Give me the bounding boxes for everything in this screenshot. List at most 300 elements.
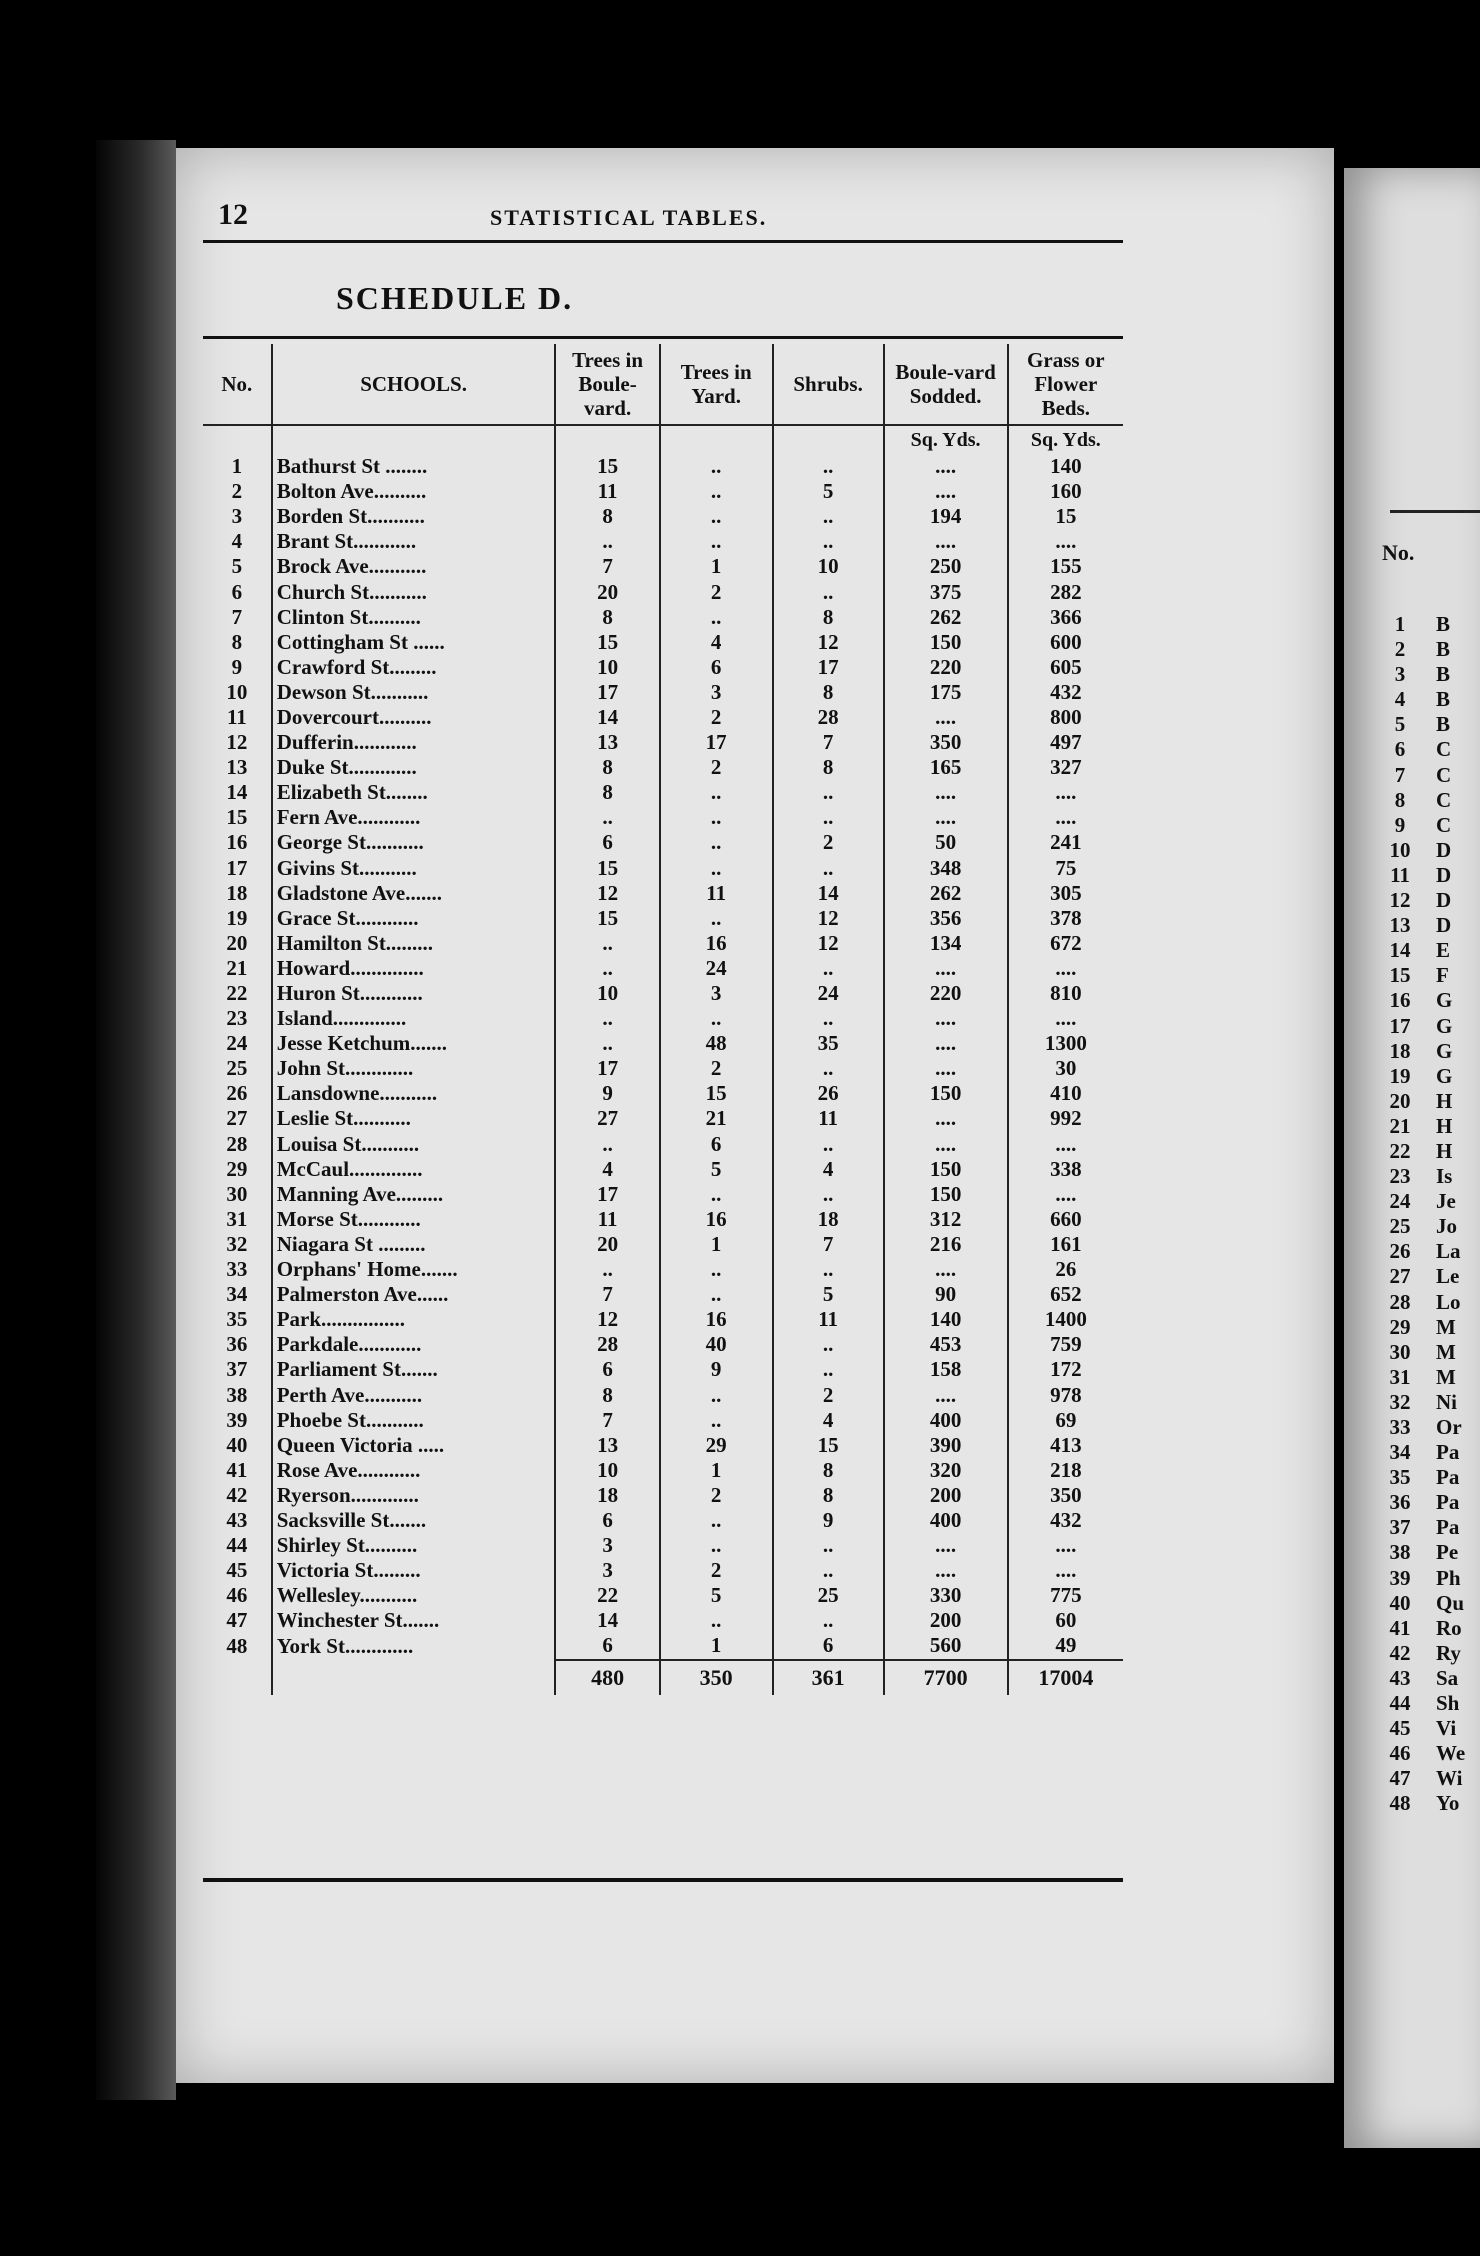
shrubs-cell: 10: [773, 554, 884, 579]
boulevard-sodded-cell: 390: [884, 1433, 1008, 1458]
adjacent-row-name: Lo: [1436, 1289, 1461, 1314]
school-name-cell: Shirley St..........: [272, 1533, 556, 1558]
row-number-cell: 37: [226, 1357, 248, 1382]
school-name-cell: John St.............: [272, 1056, 556, 1081]
school-name-cell: Victoria St.........: [272, 1558, 556, 1583]
trees-yard-cell: 17: [660, 730, 773, 755]
adjacent-row-name: B: [1436, 687, 1451, 712]
shrubs-cell: 18: [773, 1207, 884, 1232]
shrubs-cell: ..: [773, 1132, 884, 1157]
adjacent-row-name: C: [1436, 762, 1452, 787]
grass-beds-cell: 140: [1008, 454, 1123, 479]
shrubs-cell: 8: [773, 1458, 884, 1483]
adjacent-row: [1378, 1340, 1465, 1365]
school-name-cell: Duke St.............: [272, 755, 556, 780]
trees-boulevard-cell: 10: [555, 655, 659, 680]
boulevard-sodded-cell: 150: [884, 1182, 1008, 1207]
grass-beds-cell: 218: [1008, 1458, 1123, 1483]
trees-boulevard-cell: 8: [555, 755, 659, 780]
boulevard-sodded-cell: ....: [884, 1031, 1008, 1056]
school-name-cell: Manning Ave.........: [272, 1182, 556, 1207]
table-row: [203, 1357, 1123, 1382]
trees-boulevard-cell: 6: [555, 1633, 659, 1659]
trees-boulevard-cell: 17: [555, 1056, 659, 1081]
school-name-cell: Elizabeth St........: [272, 780, 556, 805]
trees-yard-cell: ..: [660, 1006, 773, 1031]
trees-boulevard-cell: 14: [555, 1608, 659, 1633]
adjacent-row-number: 41: [1389, 1615, 1411, 1640]
adjacent-row-number: 9: [1394, 812, 1406, 837]
trees-yard-cell: 21: [660, 1106, 773, 1131]
trees-boulevard-cell: 22: [555, 1583, 659, 1608]
adjacent-row: [1378, 1264, 1465, 1289]
shrubs-cell: ..: [773, 1006, 884, 1031]
boulevard-sodded-cell: 400: [884, 1408, 1008, 1433]
boulevard-sodded-cell: 134: [884, 931, 1008, 956]
row-number-cell: 24: [226, 1031, 248, 1056]
trees-boulevard-cell: 6: [555, 1508, 659, 1533]
units-cell: [555, 425, 659, 454]
trees-yard-cell: ..: [660, 780, 773, 805]
grass-beds-cell: 652: [1008, 1282, 1123, 1307]
table-row: [203, 780, 1123, 805]
adjacent-row: [1378, 763, 1465, 788]
school-name-cell: George St...........: [272, 830, 556, 855]
row-number-cell: 20: [226, 930, 248, 955]
adjacent-row-name: G: [1436, 1038, 1453, 1063]
boulevard-sodded-cell: 400: [884, 1508, 1008, 1533]
units-cell: [660, 425, 773, 454]
adjacent-row: [1378, 838, 1465, 863]
grass-beds-cell: 672: [1008, 931, 1123, 956]
adjacent-row-number: 40: [1389, 1590, 1411, 1615]
adjacent-row-number: 44: [1389, 1691, 1411, 1716]
school-name-cell: Dufferin............: [272, 730, 556, 755]
table-row: [203, 655, 1123, 680]
trees-boulevard-cell: 11: [555, 479, 659, 504]
row-number-cell: 36: [226, 1332, 248, 1357]
table-row: [203, 805, 1123, 830]
boulevard-sodded-cell: 560: [884, 1633, 1008, 1659]
shrubs-cell: 7: [773, 1232, 884, 1257]
adjacent-row: [1378, 1064, 1465, 1089]
table-row: [203, 554, 1123, 579]
boulevard-sodded-cell: ....: [884, 1132, 1008, 1157]
row-number-cell: 40: [226, 1432, 248, 1457]
boulevard-sodded-cell: 356: [884, 906, 1008, 931]
adjacent-row: [1378, 637, 1465, 662]
adjacent-row-number: 17: [1389, 1013, 1411, 1038]
table-row: [203, 1006, 1123, 1031]
adjacent-row: [1378, 1566, 1465, 1591]
table-row: [203, 1207, 1123, 1232]
table-row: [203, 981, 1123, 1006]
school-name-cell: Park................: [272, 1307, 556, 1332]
trees-boulevard-cell: 11: [555, 1207, 659, 1232]
row-number-cell: 16: [226, 830, 248, 855]
adjacent-row-number: 21: [1389, 1113, 1411, 1138]
school-name-cell: Phoebe St...........: [272, 1408, 556, 1433]
boulevard-sodded-cell: 194: [884, 504, 1008, 529]
shrubs-cell: ..: [773, 805, 884, 830]
adjacent-row-name: B: [1436, 662, 1451, 687]
shrubs-cell: 4: [773, 1408, 884, 1433]
grass-beds-cell: 30: [1008, 1056, 1123, 1081]
adjacent-row-number: 33: [1389, 1415, 1411, 1439]
adjacent-row-name: Pa: [1436, 1465, 1460, 1490]
school-name-cell: Hamilton St.........: [272, 931, 556, 956]
row-number-cell: 12: [226, 730, 248, 755]
trees-boulevard-cell: ..: [555, 1031, 659, 1056]
adjacent-row-number: 30: [1389, 1339, 1411, 1364]
adjacent-row: [1378, 1540, 1465, 1565]
school-name-cell: Givins St...........: [272, 856, 556, 881]
row-number-cell: 30: [226, 1181, 248, 1206]
school-name-cell: Grace St............: [272, 906, 556, 931]
trees-yard-cell: ..: [660, 529, 773, 554]
trees-yard-cell: 11: [660, 881, 773, 906]
school-name-cell: McCaul..............: [272, 1157, 556, 1182]
school-name-cell: Bathurst St ........: [272, 454, 556, 479]
adjacent-row-number: 29: [1389, 1314, 1411, 1339]
trees-boulevard-cell: 12: [555, 1307, 659, 1332]
row-number-cell: 18: [226, 880, 248, 905]
shrubs-cell: ..: [773, 956, 884, 981]
trees-boulevard-cell: 13: [555, 730, 659, 755]
trees-yard-cell: 2: [660, 1558, 773, 1583]
grass-beds-cell: 810: [1008, 981, 1123, 1006]
adjacent-row-number: 31: [1389, 1364, 1411, 1389]
boulevard-sodded-cell: 262: [884, 881, 1008, 906]
adjacent-row-number: 23: [1389, 1164, 1411, 1189]
boulevard-sodded-cell: ....: [884, 479, 1008, 504]
school-name-cell: Louisa St...........: [272, 1132, 556, 1157]
trees-boulevard-cell: 6: [555, 1357, 659, 1382]
trees-boulevard-cell: 3: [555, 1533, 659, 1558]
boulevard-sodded-cell: ....: [884, 1006, 1008, 1031]
school-name-cell: Crawford St.........: [272, 655, 556, 680]
school-name-cell: Ryerson.............: [272, 1483, 556, 1508]
shrubs-cell: ..: [773, 856, 884, 881]
shrubs-cell: 4: [773, 1157, 884, 1182]
grass-beds-cell: 992: [1008, 1106, 1123, 1131]
trees-yard-cell: 29: [660, 1433, 773, 1458]
adjacent-row-number: 24: [1389, 1189, 1411, 1214]
adjacent-row: [1378, 1239, 1465, 1264]
table-row: [203, 881, 1123, 906]
adjacent-row-number: 12: [1389, 888, 1411, 913]
adjacent-row: [1378, 863, 1465, 888]
total-shrubs: 361: [773, 1660, 884, 1695]
shrubs-cell: 25: [773, 1583, 884, 1608]
adjacent-row-name: Ro: [1436, 1615, 1462, 1640]
school-name-cell: Island..............: [272, 1006, 556, 1031]
header-rule: [203, 240, 1123, 243]
shrubs-cell: 28: [773, 705, 884, 730]
adjacent-row: [1378, 1014, 1465, 1039]
adjacent-row-number: 36: [1389, 1490, 1411, 1515]
adjacent-row-number: 7: [1394, 762, 1406, 787]
trees-boulevard-cell: 28: [555, 1332, 659, 1357]
shrubs-cell: 24: [773, 981, 884, 1006]
shrubs-cell: 12: [773, 906, 884, 931]
col-header-schools: SCHOOLS.: [272, 344, 556, 425]
adjacent-row: [1378, 1214, 1465, 1239]
table-row: [203, 1608, 1123, 1633]
trees-yard-cell: ..: [660, 1608, 773, 1633]
row-number-cell: 2: [231, 479, 243, 504]
shrubs-cell: 15: [773, 1433, 884, 1458]
adjacent-row: [1378, 1515, 1465, 1540]
trees-yard-cell: ..: [660, 1282, 773, 1307]
trees-yard-cell: 6: [660, 655, 773, 680]
trees-boulevard-cell: 6: [555, 830, 659, 855]
adjacent-row-name: D: [1436, 888, 1452, 913]
adjacent-row-number: 8: [1394, 787, 1406, 812]
shrubs-cell: 6: [773, 1633, 884, 1659]
boulevard-sodded-cell: 150: [884, 1157, 1008, 1182]
boulevard-sodded-cell: 216: [884, 1232, 1008, 1257]
table-row: [203, 605, 1123, 630]
grass-beds-cell: 172: [1008, 1357, 1123, 1382]
boulevard-sodded-cell: ....: [884, 705, 1008, 730]
totals-blank: [203, 1660, 272, 1695]
adjacent-row-name: B: [1436, 637, 1451, 662]
adjacent-row: [1378, 1390, 1465, 1415]
adjacent-row: [1378, 737, 1465, 762]
school-name-cell: Parkdale............: [272, 1332, 556, 1357]
shrubs-cell: ..: [773, 1533, 884, 1558]
adjacent-page-header: No.: [1382, 540, 1415, 565]
row-number-cell: 21: [226, 955, 248, 980]
table-row: [203, 1282, 1123, 1307]
boulevard-sodded-cell: ....: [884, 1533, 1008, 1558]
school-name-cell: Orphans' Home.......: [272, 1257, 556, 1282]
school-name-cell: Parliament St.......: [272, 1357, 556, 1382]
adjacent-row: [1378, 687, 1465, 712]
trees-yard-cell: 24: [660, 956, 773, 981]
adjacent-row-name: Pa: [1436, 1440, 1460, 1465]
adjacent-row-name: Le: [1436, 1264, 1460, 1289]
adjacent-row: [1378, 913, 1465, 938]
adjacent-row-name: G: [1436, 988, 1453, 1013]
trees-boulevard-cell: 7: [555, 1408, 659, 1433]
total-grass-beds: 17004: [1008, 1660, 1123, 1695]
adjacent-row-number: 39: [1389, 1565, 1411, 1590]
adjacent-row-name: M: [1436, 1364, 1456, 1389]
table-row: [203, 1583, 1123, 1608]
adjacent-row: [1378, 813, 1465, 838]
units-cell: [203, 425, 272, 454]
table-row: [203, 1182, 1123, 1207]
adjacent-row-name: D: [1436, 913, 1452, 938]
adjacent-row-name: Qu: [1436, 1590, 1465, 1615]
boulevard-sodded-cell: ....: [884, 1056, 1008, 1081]
school-name-cell: Cottingham St ......: [272, 630, 556, 655]
trees-boulevard-cell: 27: [555, 1106, 659, 1131]
boulevard-sodded-cell: 140: [884, 1307, 1008, 1332]
adjacent-row-name: D: [1436, 862, 1452, 887]
grass-beds-cell: 759: [1008, 1332, 1123, 1357]
shrubs-cell: ..: [773, 529, 884, 554]
trees-yard-cell: 2: [660, 579, 773, 604]
grass-beds-cell: 1400: [1008, 1307, 1123, 1332]
adjacent-row-number: 27: [1389, 1264, 1411, 1289]
adjacent-row-name: Ni: [1436, 1389, 1457, 1414]
adjacent-row: [1378, 1089, 1465, 1114]
row-number-cell: 9: [231, 654, 243, 679]
table-row: [203, 1081, 1123, 1106]
grass-beds-cell: ....: [1008, 1006, 1123, 1031]
boulevard-sodded-cell: ....: [884, 529, 1008, 554]
grass-beds-cell: ....: [1008, 780, 1123, 805]
row-number-cell: 4: [231, 529, 243, 554]
trees-yard-cell: ..: [660, 479, 773, 504]
adjacent-row-number: 47: [1389, 1766, 1411, 1791]
table-row: [203, 755, 1123, 780]
table-row: [203, 529, 1123, 554]
trees-yard-cell: 3: [660, 981, 773, 1006]
trees-yard-cell: 9: [660, 1357, 773, 1382]
trees-yard-cell: 16: [660, 931, 773, 956]
adjacent-row-number: 38: [1389, 1540, 1411, 1565]
row-number-cell: 6: [231, 579, 243, 604]
adjacent-row: [1378, 988, 1465, 1013]
adjacent-row-number: 26: [1389, 1239, 1411, 1264]
row-number-cell: 46: [226, 1583, 248, 1608]
boulevard-sodded-cell: 150: [884, 630, 1008, 655]
trees-yard-cell: ..: [660, 856, 773, 881]
adjacent-row-number: 15: [1389, 963, 1411, 988]
adjacent-row-number: 25: [1389, 1214, 1411, 1239]
school-name-cell: Brant St............: [272, 529, 556, 554]
trees-yard-cell: 2: [660, 1056, 773, 1081]
adjacent-row-number: 16: [1389, 988, 1411, 1013]
boulevard-sodded-cell: 200: [884, 1608, 1008, 1633]
school-name-cell: Morse St............: [272, 1207, 556, 1232]
table-row: [203, 1132, 1123, 1157]
boulevard-sodded-cell: ....: [884, 780, 1008, 805]
adjacent-row-name: B: [1436, 612, 1451, 636]
adjacent-row-number: 18: [1389, 1038, 1411, 1063]
row-number-cell: 5: [231, 554, 243, 579]
adjacent-row-number: 5: [1394, 712, 1406, 737]
table-row: [203, 1483, 1123, 1508]
trees-yard-cell: 16: [660, 1307, 773, 1332]
grass-beds-cell: 26: [1008, 1257, 1123, 1282]
trees-yard-cell: 4: [660, 630, 773, 655]
row-number-cell: 15: [226, 805, 248, 830]
shrubs-cell: 7: [773, 730, 884, 755]
adjacent-row-name: C: [1436, 812, 1452, 837]
trees-boulevard-cell: 20: [555, 1232, 659, 1257]
boulevard-sodded-cell: 375: [884, 579, 1008, 604]
adjacent-row-number: 19: [1389, 1063, 1411, 1088]
boulevard-sodded-cell: ....: [884, 1106, 1008, 1131]
shrubs-cell: ..: [773, 504, 884, 529]
trees-boulevard-cell: 20: [555, 579, 659, 604]
trees-boulevard-cell: 15: [555, 630, 659, 655]
adjacent-row: [1378, 1741, 1465, 1766]
trees-boulevard-cell: 14: [555, 705, 659, 730]
boulevard-sodded-cell: 312: [884, 1207, 1008, 1232]
row-number-cell: 7: [231, 604, 243, 629]
shrubs-cell: ..: [773, 1608, 884, 1633]
shrubs-cell: 12: [773, 630, 884, 655]
adjacent-row-name: C: [1436, 787, 1452, 812]
row-number-cell: 13: [226, 755, 248, 780]
adjacent-row-number: 22: [1389, 1138, 1411, 1163]
trees-boulevard-cell: ..: [555, 931, 659, 956]
table-row: [203, 1558, 1123, 1583]
adjacent-row-number: 11: [1390, 862, 1410, 887]
grass-beds-cell: 605: [1008, 655, 1123, 680]
trees-yard-cell: ..: [660, 1408, 773, 1433]
grass-beds-cell: 161: [1008, 1232, 1123, 1257]
adjacent-row-number: 6: [1394, 737, 1406, 762]
row-number-cell: 43: [226, 1507, 248, 1532]
table-row: [203, 1533, 1123, 1558]
trees-boulevard-cell: 4: [555, 1157, 659, 1182]
adjacent-row-name: Wi: [1436, 1766, 1463, 1791]
adjacent-row-number: 48: [1389, 1791, 1411, 1816]
table-row: [203, 680, 1123, 705]
adjacent-row-name: Ph: [1436, 1565, 1461, 1590]
boulevard-sodded-cell: 220: [884, 655, 1008, 680]
shrubs-cell: 9: [773, 1508, 884, 1533]
adjacent-row-number: 35: [1389, 1465, 1411, 1490]
row-number-cell: 39: [226, 1407, 248, 1432]
grass-beds-cell: 978: [1008, 1382, 1123, 1407]
adjacent-row: [1378, 1666, 1465, 1691]
trees-yard-cell: ..: [660, 805, 773, 830]
table-row: [203, 479, 1123, 504]
school-name-cell: Dewson St...........: [272, 680, 556, 705]
adjacent-row-name: Pa: [1436, 1515, 1460, 1540]
trees-boulevard-cell: 15: [555, 856, 659, 881]
trees-boulevard-cell: ..: [555, 529, 659, 554]
table-row: [203, 705, 1123, 730]
shrubs-cell: 5: [773, 479, 884, 504]
adjacent-row: [1378, 938, 1465, 963]
table-row: [203, 630, 1123, 655]
school-name-cell: Niagara St .........: [272, 1232, 556, 1257]
adjacent-row-number: 43: [1389, 1665, 1411, 1690]
adjacent-row-number: 42: [1389, 1640, 1411, 1665]
trees-boulevard-cell: 17: [555, 1182, 659, 1207]
row-number-cell: 8: [231, 629, 243, 654]
row-number-cell: 26: [226, 1081, 248, 1106]
row-number-cell: 42: [226, 1482, 248, 1507]
grass-beds-cell: 378: [1008, 906, 1123, 931]
units-cell: Sq. Yds.: [884, 425, 1008, 454]
row-number-cell: 19: [226, 905, 248, 930]
shrubs-cell: 2: [773, 1382, 884, 1407]
adjacent-row: [1378, 1315, 1465, 1340]
table-row: [203, 830, 1123, 855]
totals-blank: [272, 1660, 556, 1695]
boulevard-sodded-cell: 330: [884, 1583, 1008, 1608]
totals-row: [203, 1660, 1123, 1695]
trees-yard-cell: 2: [660, 755, 773, 780]
grass-beds-cell: 1300: [1008, 1031, 1123, 1056]
boulevard-sodded-cell: 348: [884, 856, 1008, 881]
table-row: [203, 454, 1123, 479]
adjacent-row-name: H: [1436, 1138, 1453, 1163]
trees-yard-cell: ..: [660, 906, 773, 931]
row-number-cell: 17: [226, 855, 248, 880]
adjacent-row-number: 4: [1394, 687, 1406, 712]
